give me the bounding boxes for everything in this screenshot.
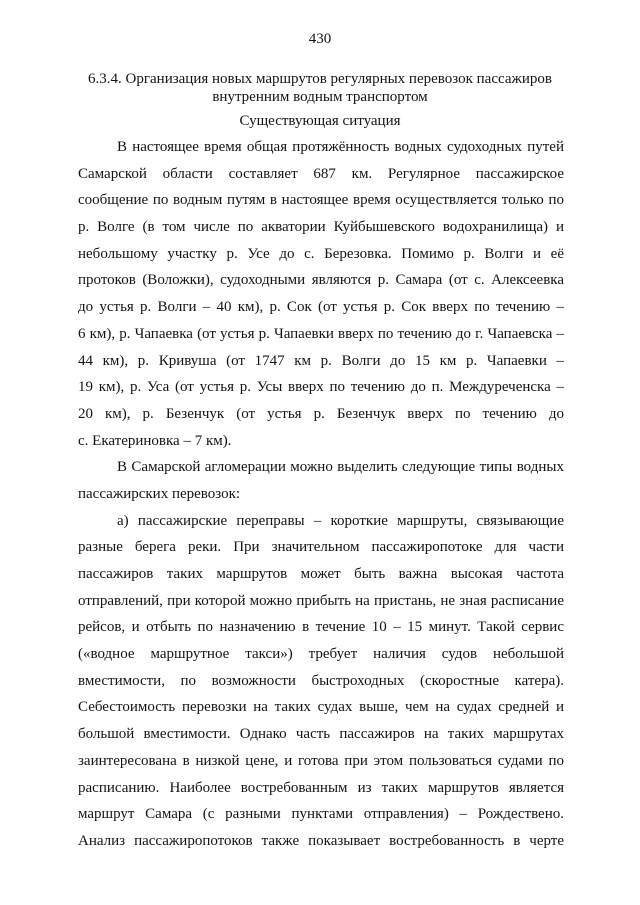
text-line: рейсов, и отбыть по назначению в течение 10 – 15 минут. Такой сервис xyxy=(78,619,564,636)
section-subtitle: Существующая ситуация xyxy=(239,113,401,129)
text-line: маршрут Самара (с разными пунктами отправления) – Рождествено. xyxy=(78,806,564,823)
section-heading-line-2: внутренним водным транспортом xyxy=(212,89,428,105)
text-line: Самарской области составляет 687 км. Регулярное пассажирское xyxy=(78,165,564,182)
text-line: разные берега реки. При значительном пассажиропотоке для части xyxy=(78,539,564,556)
text-line: с. Екатериновка – 7 км). xyxy=(78,432,232,449)
text-line: отправлений, при которой можно прибыть на пристань, не зная расписание xyxy=(78,592,564,609)
text-line: Анализ пассажиропотоков также показывает востребованность в черте xyxy=(78,832,564,849)
text-line: 20 км), р. Безенчук (от устья р. Безенчук вверх по течению до xyxy=(78,405,564,422)
text-line: 19 км), р. Уса (от устья р. Усы вверх по течению до п. Междуреченска – xyxy=(78,379,564,396)
text-line: 6 км), р. Чапаевка (от устья р. Чапаевки вверх по течению до г. Чапаевска – xyxy=(78,325,564,342)
text-line: пассажирских перевозок: xyxy=(78,485,241,502)
text-line: а) пассажирские переправы – короткие маршруты, связывающие xyxy=(117,512,564,529)
text-line: В настоящее время общая протяжённость водных судоходных путей xyxy=(117,139,564,155)
text-line: большой вместимости. Однако часть пассажиров на таких маршрутах xyxy=(78,726,564,743)
text-line: до устья р. Волги – 40 км), р. Сок (от устья р. Сок вверх по течению – xyxy=(78,299,564,316)
body-text xyxy=(78,134,564,855)
section-heading-line-1: 6.3.4. Организация новых маршрутов регулярных перевозок пассажиров xyxy=(88,71,552,87)
text-line: р. Волге (в том числе по акватории Куйбышевского водохранилища) и xyxy=(78,219,564,236)
page-number: 430 xyxy=(308,31,332,47)
text-line: («водное маршрутное такси») требует наличия судов небольшой xyxy=(78,646,564,663)
text-line: сообщение по водным путям в настоящее время осуществляется только по xyxy=(78,192,564,209)
text-line: вместимости, по возможности быстроходных (скоростные катера). xyxy=(78,672,564,689)
text-line: В Самарской агломерации можно выделить следующие типы водных xyxy=(117,459,564,476)
text-line: Себестоимость перевозки на таких судах выше, чем на судах средней и xyxy=(78,699,564,716)
paragraph xyxy=(78,134,564,454)
text-line: заинтересована в низкой цене, и готова при этом пользоваться судами по xyxy=(78,752,564,769)
text-line: 44 км), р. Кривуша (от 1747 км р. Волги до 15 км р. Чапаевки – xyxy=(78,352,564,369)
text-line: протоков (Воложки), судоходными являются р. Самара (от с. Алексеевка xyxy=(78,272,564,289)
paragraph xyxy=(78,454,564,507)
text-line: пассажиров таких маршрутов может быть важна высокая частота xyxy=(78,566,564,582)
text-line: расписанию. Наиболее востребованным из таких маршрутов является xyxy=(78,779,564,796)
text-line: небольшому участку р. Усе до с. Березовка. Помимо р. Волги и её xyxy=(78,245,564,262)
paragraph xyxy=(78,508,564,855)
